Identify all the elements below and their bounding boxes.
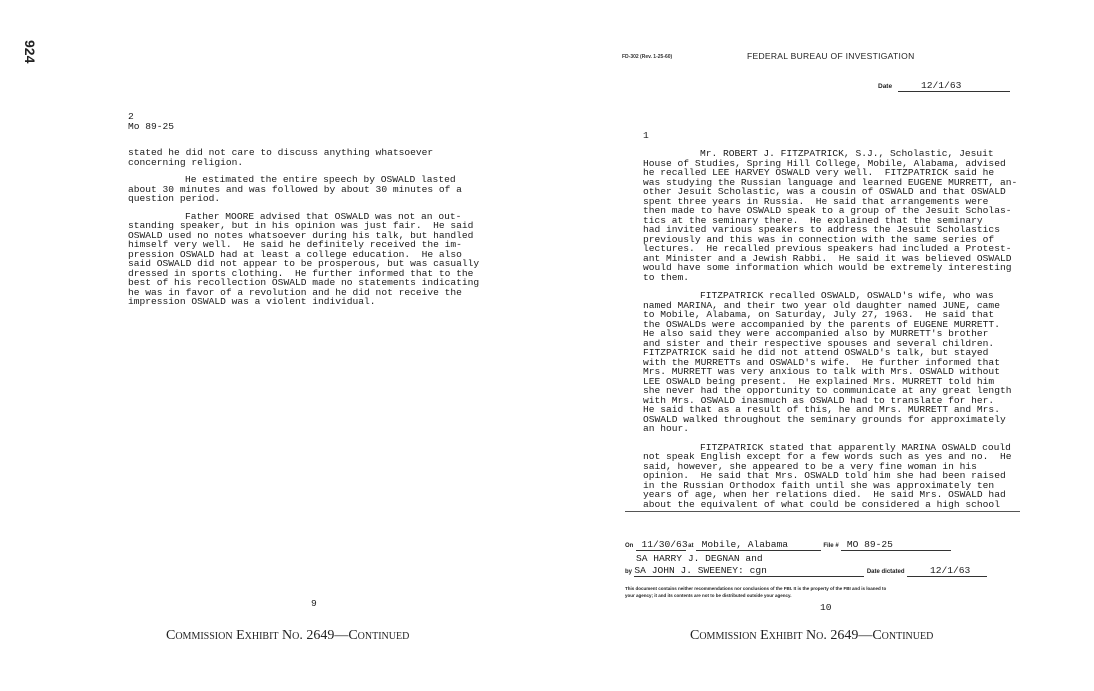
paragraph (643, 149, 1017, 282)
text-line: he was in favor of a revolution and he did not receive the (128, 286, 462, 298)
text-line: standing speaker, but in his opinion was just fair. He said (128, 220, 474, 231)
text-line: in the Russian Orthodox faith until she was approximately ten (643, 479, 995, 491)
location-text: Mobile, Alabama (701, 539, 789, 550)
text-line: He also said they were accompanied also by MURRETT's brother (643, 328, 989, 339)
text-line: not speak English except for a few words such as yes and no. He (643, 451, 1012, 462)
text-line: FITZPATRICK said he did not attend OSWALD's talk, but stayed (643, 347, 989, 358)
text-line: ant Minister and a Jewish Rabbi. He said it was believed OSWALD (643, 252, 1012, 264)
continuation-page-number: 2 (128, 111, 134, 122)
file-number-header: Mo 89-25 (128, 121, 175, 132)
date-text: 12/1/63 (921, 80, 962, 91)
text-line: was studying the Russian language and learned EUGENE MURRETT, an- (643, 176, 1018, 188)
text-line: pression OSWALD had at least a college education. He also (128, 248, 462, 260)
text-line: lectures. He recalled previous speakers had included a Protest- (643, 243, 1012, 254)
text-line: he recalled LEE HARVEY OSWALD very well. FITZPATRICK said he (643, 167, 995, 178)
text-line: dressed in sports clothing. He further informed that to the (128, 267, 474, 279)
paragraph (128, 148, 433, 167)
text-line: other Jesuit Scholastic, was a cousin of OSWALD and that OSWALD (643, 186, 1006, 197)
text-line: tics at the seminary there. He explained that the seminary (643, 214, 983, 226)
text-line: stated he did not care to discuss anything whatsoever (128, 147, 434, 158)
text-line: spent three years in Russia. He said that arrangements were (643, 195, 989, 207)
text-line: named MARINA, and their two year old daughter named JUNE, came (643, 299, 1000, 311)
text-line: best of his recollection OSWALD made no statements indicating (128, 277, 480, 288)
agent-line-1: SA HARRY J. DEGNAN and (636, 553, 763, 564)
text-line: would have some information which would be extremely interesting (643, 262, 1012, 273)
text-line: Mr. ROBERT J. FITZPATRICK, S.J., Scholastic, Jesuit (700, 148, 994, 159)
text-line: concerning religion. (128, 156, 244, 168)
paragraph (643, 291, 1011, 434)
volume-page-number: 924 (22, 40, 38, 64)
text-line: Mrs. MURRETT was very anxious to talk with Mrs. OSWALD without (643, 366, 1000, 377)
text-line: He estimated the entire speech by OSWALD lasted (185, 174, 456, 185)
text-line: himself very well. He said he definitely received the im- (128, 239, 462, 250)
paragraph (128, 175, 462, 204)
text-line: years of age, when her relations died. He said Mrs. OSWALD had (643, 489, 1006, 500)
text-line: He said that as a result of this, he and Mrs. MURRETT and Mrs. (643, 404, 1000, 415)
file-text: MO 89-25 (846, 539, 893, 550)
on-value (636, 540, 686, 551)
disclaimer-line-1: This document contains neither recommendations nor conclusions of the FBI. It is the property of the FBI and is loaned to (625, 586, 887, 591)
text-line: said OSWALD did not appear to be prosperous, but was casually (128, 258, 480, 269)
text-line: OSWALD used no notes whatsoever during his talk, but handled (128, 229, 474, 241)
text-line: to Mobile, Alabama, on Saturday, July 27, 1963. He said that (643, 309, 995, 320)
text-line: she never had the opportunity to communicate at any great length (643, 385, 1012, 396)
footer-row-on-at-file (625, 540, 951, 551)
on-label: On (625, 543, 634, 549)
at-value (696, 540, 821, 551)
text-line: about 30 minutes and was followed by about 30 minutes of a (128, 183, 462, 195)
file-value (841, 540, 951, 551)
agent-text: SA JOHN J. SWEENEY: cgn (634, 565, 767, 576)
text-line: LEE OSWALD being present. He explained Mrs. MURRETT told him (643, 375, 995, 387)
right-page-number: 10 (820, 602, 832, 613)
text-line: FITZPATRICK stated that apparently MARINA OSWALD could (700, 441, 1011, 453)
text-line: had invited various speakers to address the Jesuit Scholastics (643, 224, 1000, 235)
text-line: OSWALD walked throughout the seminary grounds for approximately (643, 413, 1006, 425)
paragraph (643, 443, 1011, 510)
text-line: said, however, she appeared to be a very fine woman in his (643, 460, 977, 472)
right-exhibit-caption: Commission Exhibit No. 2649—Continued (690, 628, 934, 643)
agency-title: FEDERAL BUREAU OF INVESTIGATION (747, 51, 915, 61)
text-line: House of Studies, Spring Hill College, Mobile, Alabama, advised (643, 157, 1006, 169)
text-line: to them. (643, 271, 690, 283)
agent-line-2 (634, 566, 864, 577)
date-label: Date (878, 83, 893, 90)
file-label: File # (823, 543, 839, 549)
paragraph (128, 212, 479, 307)
text-line: FITZPATRICK recalled OSWALD, OSWALD's wife, who was (700, 290, 994, 301)
on-date-text: 11/30/63 (641, 539, 688, 550)
by-label: by (625, 569, 633, 575)
text-line: and sister and their respective spouses and several children. (643, 337, 995, 349)
dictated-label: Date dictated (866, 569, 905, 575)
text-line: with the MURRETTs and OSWALD's wife. He further informed that (643, 356, 1000, 368)
date-value (898, 81, 1010, 92)
text-line: opinion. He said that Mrs. OSWALD told him she had been raised (643, 470, 1006, 481)
dictated-value (907, 566, 987, 577)
section-number: 1 (643, 130, 649, 141)
text-line: the OSWALDs were accompanied by the parents of EUGENE MURRETT. (643, 318, 1000, 330)
text-line: question period. (128, 193, 221, 204)
report-footer (625, 540, 1025, 600)
text-line: with Mrs. OSWALD inasmuch as OSWALD had to translate for her. (643, 394, 995, 406)
left-page-number: 9 (311, 598, 317, 609)
text-line: Father MOORE advised that OSWALD was not an out- (185, 210, 462, 222)
at-label: at (688, 543, 694, 549)
text-line: previously and this was in connection with the same series of (643, 233, 995, 245)
form-number: FD-302 (Rev. 1-25-60) (622, 54, 673, 60)
text-line: about the equivalent of what could be considered a high school (643, 498, 1000, 510)
dictated-text: 12/1/63 (929, 565, 971, 576)
separator-rule (625, 511, 1020, 512)
text-line: an hour. (643, 423, 690, 434)
disclaimer-line-2: your agency; it and its contents are not to be distributed outside your agency. (625, 593, 792, 598)
footer-row-by-dictated (625, 566, 987, 577)
text-line: then made to have OSWALD speak to a group of the Jesuit Scholas- (643, 205, 1012, 216)
text-line: impression OSWALD was a violent individual. (128, 296, 376, 307)
left-exhibit-caption: Commission Exhibit No. 2649—Continued (166, 628, 410, 643)
